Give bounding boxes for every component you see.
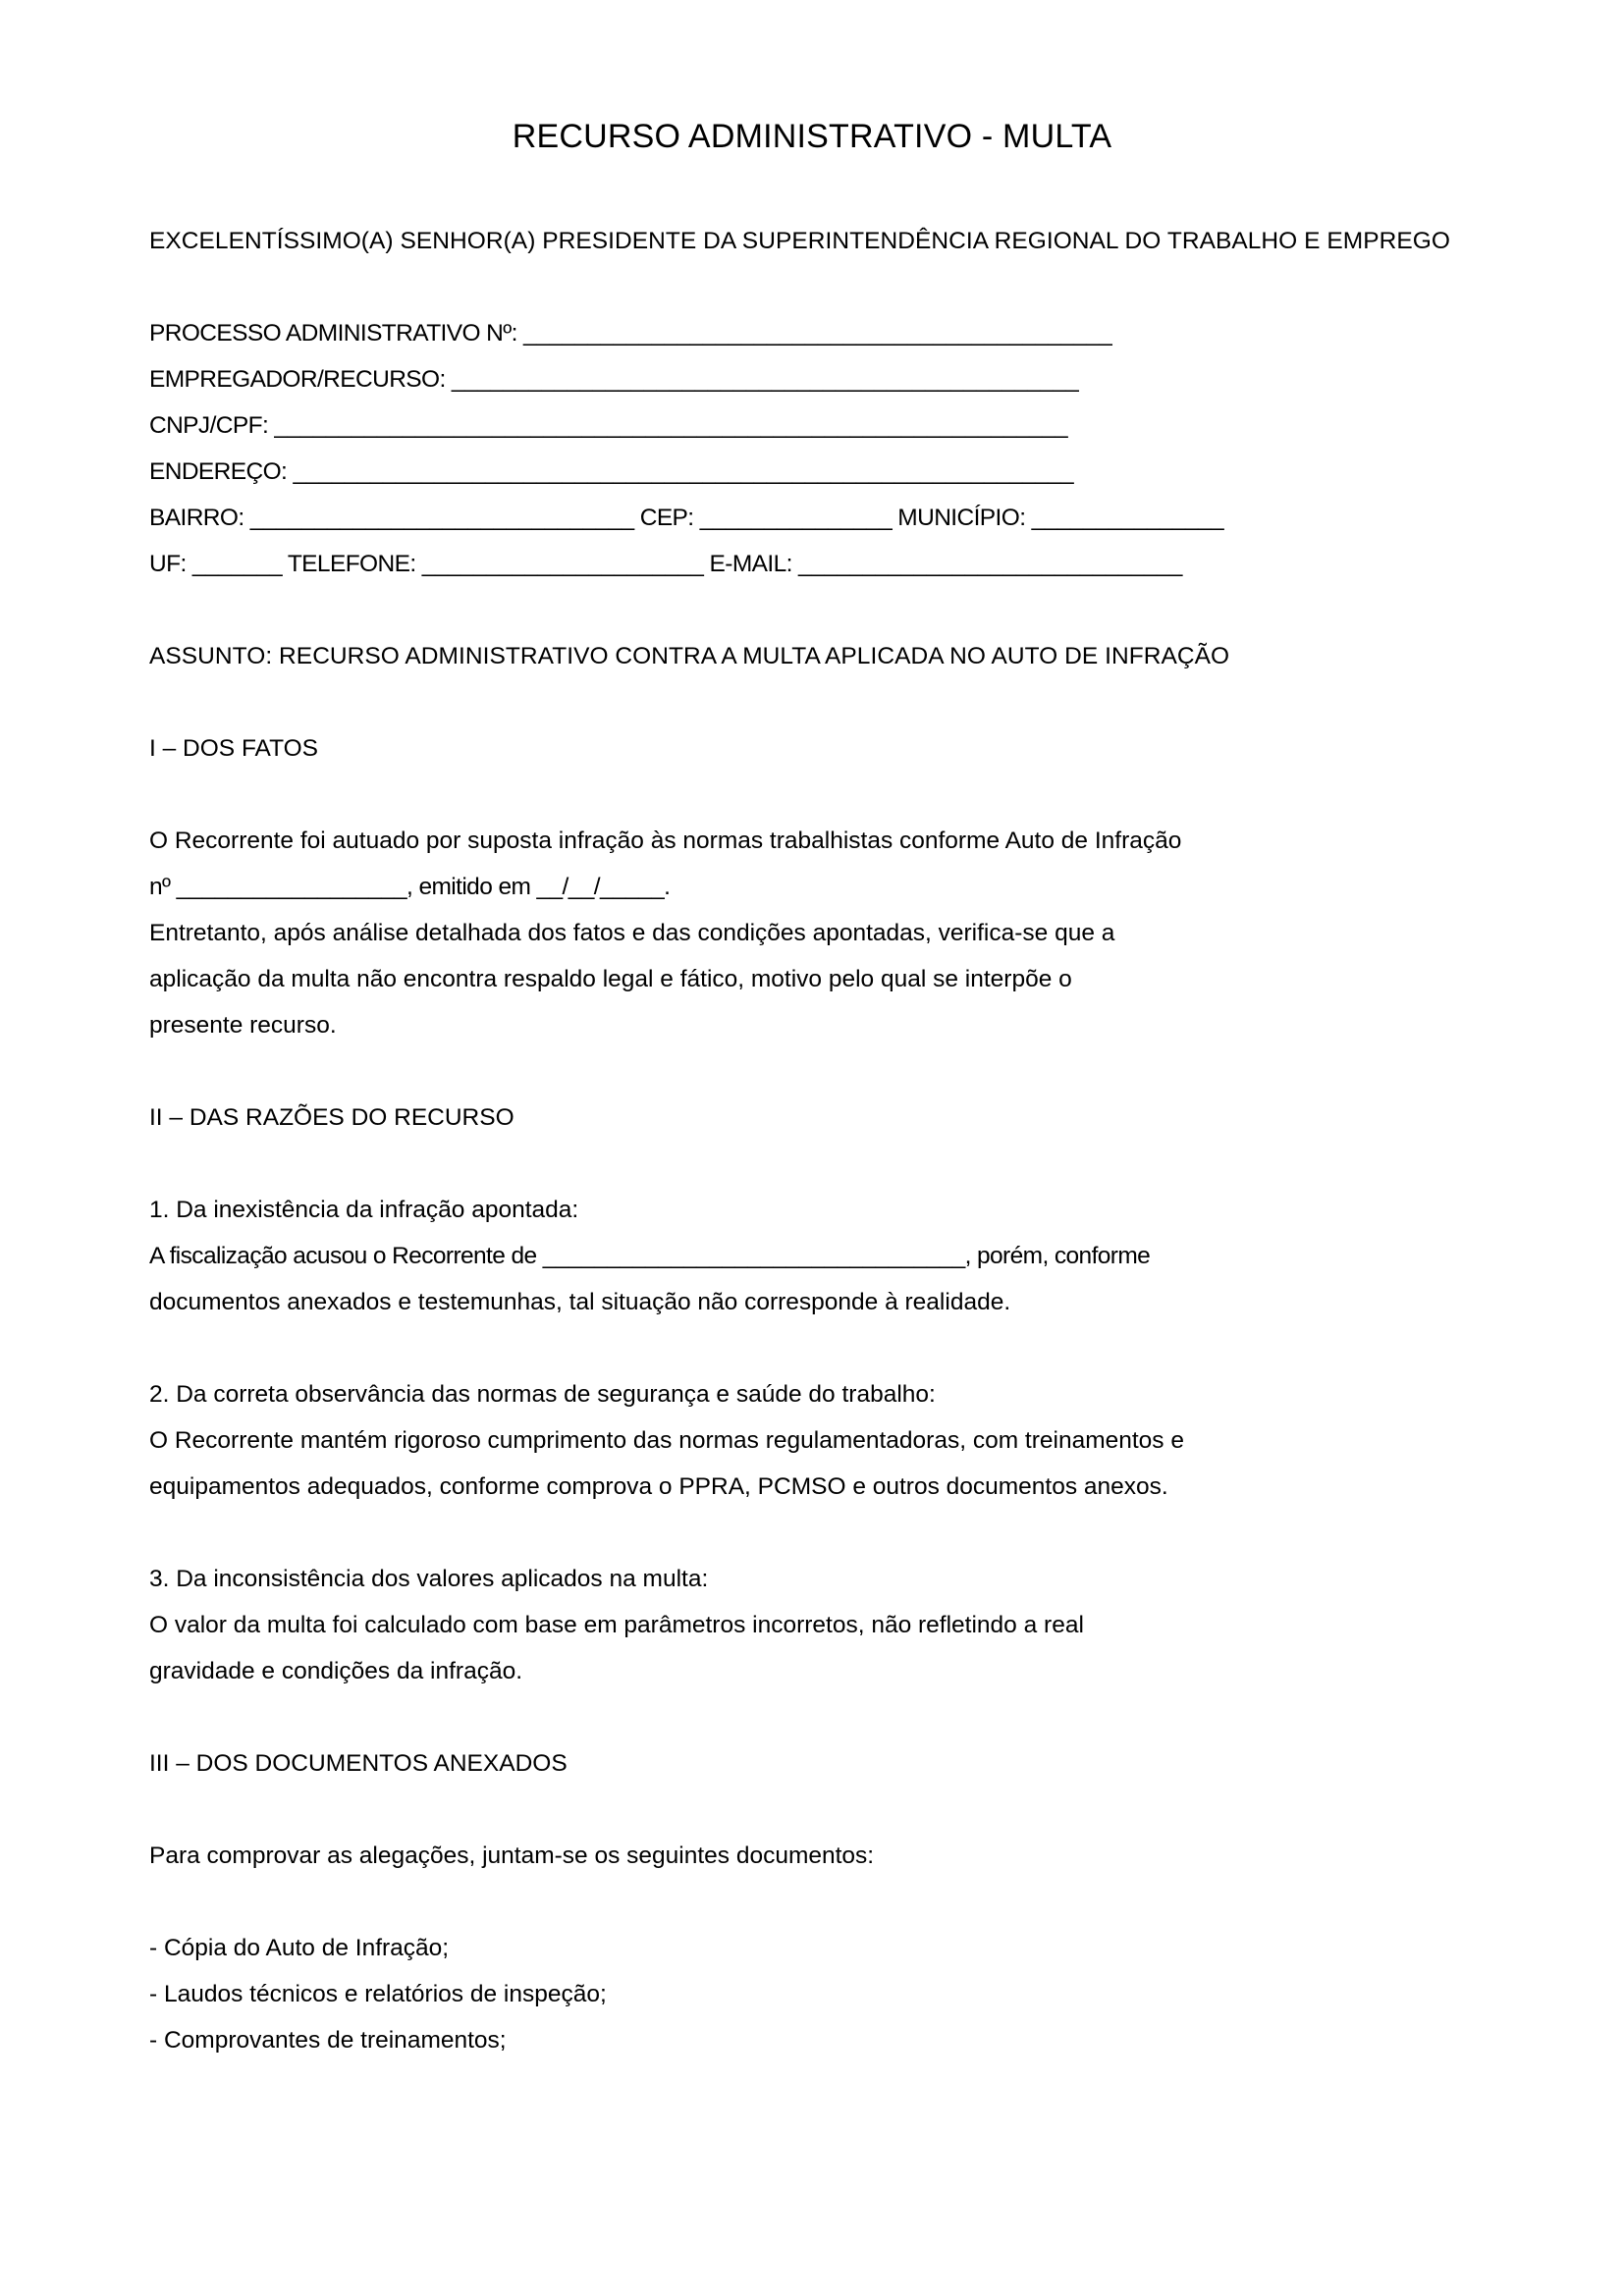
field-cnpj-cpf: CNPJ/CPF: ______________________________________________________________ — [149, 412, 1067, 439]
section-iii-intro: Para comprovar as alegações, juntam-se os seguintes documentos: — [149, 1842, 875, 1869]
document-list-item: - Cópia do Auto de Infração; — [149, 1935, 450, 1961]
page-title: RECURSO ADMINISTRATIVO - MULTA — [512, 118, 1112, 155]
section-ii-item-line: A fiscalização acusou o Recorrente de _________________________________, porém, conforme — [149, 1243, 1151, 1269]
field-processo-administrativo: PROCESSO ADMINISTRATIVO Nº: ______________________________________________ — [149, 320, 1112, 347]
section-ii-item-line: equipamentos adequados, conforme comprova o PPRA, PCMSO e outros documentos anexos. — [149, 1473, 1168, 1500]
section-heading-ii: II – DAS RAZÕES DO RECURSO — [149, 1104, 514, 1131]
section-ii-item-title: 2. Da correta observância das normas de segurança e saúde do trabalho: — [149, 1381, 936, 1408]
section-i-paragraph-line: O Recorrente foi autuado por suposta infração às normas trabalhistas conforme Auto de Infração — [149, 828, 1182, 854]
document-list-item: - Comprovantes de treinamentos; — [149, 2027, 507, 2054]
section-ii-item-line: O Recorrente mantém rigoroso cumprimento das normas regulamentadoras, com treinamentos e — [149, 1427, 1184, 1454]
field-empregador-recurso: EMPREGADOR/RECURSO: _________________________________________________ — [149, 366, 1079, 393]
section-ii-item-line: O valor da multa foi calculado com base em parâmetros incorretos, não refletindo a real — [149, 1612, 1084, 1638]
assunto-line: ASSUNTO: RECURSO ADMINISTRATIVO CONTRA A MULTA APLICADA NO AUTO DE INFRAÇÃO — [149, 643, 1230, 669]
section-ii-item-title: 3. Da inconsistência dos valores aplicados na multa: — [149, 1566, 709, 1592]
document-list-item: - Laudos técnicos e relatórios de inspeção; — [149, 1981, 607, 2007]
section-ii-item-title: 1. Da inexistência da infração apontada: — [149, 1197, 579, 1223]
section-heading-iii: III – DOS DOCUMENTOS ANEXADOS — [149, 1750, 568, 1777]
document-body — [149, 218, 1624, 2063]
addressee-line: EXCELENTÍSSIMO(A) SENHOR(A) PRESIDENTE DA SUPERINTENDÊNCIA REGIONAL DO TRABALHO E EMPREGO — [149, 228, 1450, 254]
section-i-paragraph-line: nº __________________, emitido em __/__/_____. — [149, 874, 671, 900]
field-endereco: ENDEREÇO: _____________________________________________________________ — [149, 458, 1074, 485]
section-i-paragraph-line: aplicação da multa não encontra respaldo legal e fático, motivo pelo qual se interpõe o — [149, 966, 1072, 992]
section-i-paragraph-line: Entretanto, após análise detalhada dos fatos e das condições apontadas, verifica-se que a — [149, 920, 1115, 946]
section-i-paragraph-line: presente recurso. — [149, 1012, 337, 1039]
field-bairro-cep-municipio: BAIRRO: ______________________________ CEP: _______________ MUNICÍPIO: _______________ — [149, 505, 1224, 531]
field-uf-telefone-email: UF: _______ TELEFONE: ______________________ E-MAIL: ______________________________ — [149, 551, 1182, 577]
section-ii-item-line: documentos anexados e testemunhas, tal situação não corresponde à realidade. — [149, 1289, 1011, 1315]
section-heading-i: I – DOS FATOS — [149, 735, 319, 762]
section-ii-item-line: gravidade e condições da infração. — [149, 1658, 523, 1684]
